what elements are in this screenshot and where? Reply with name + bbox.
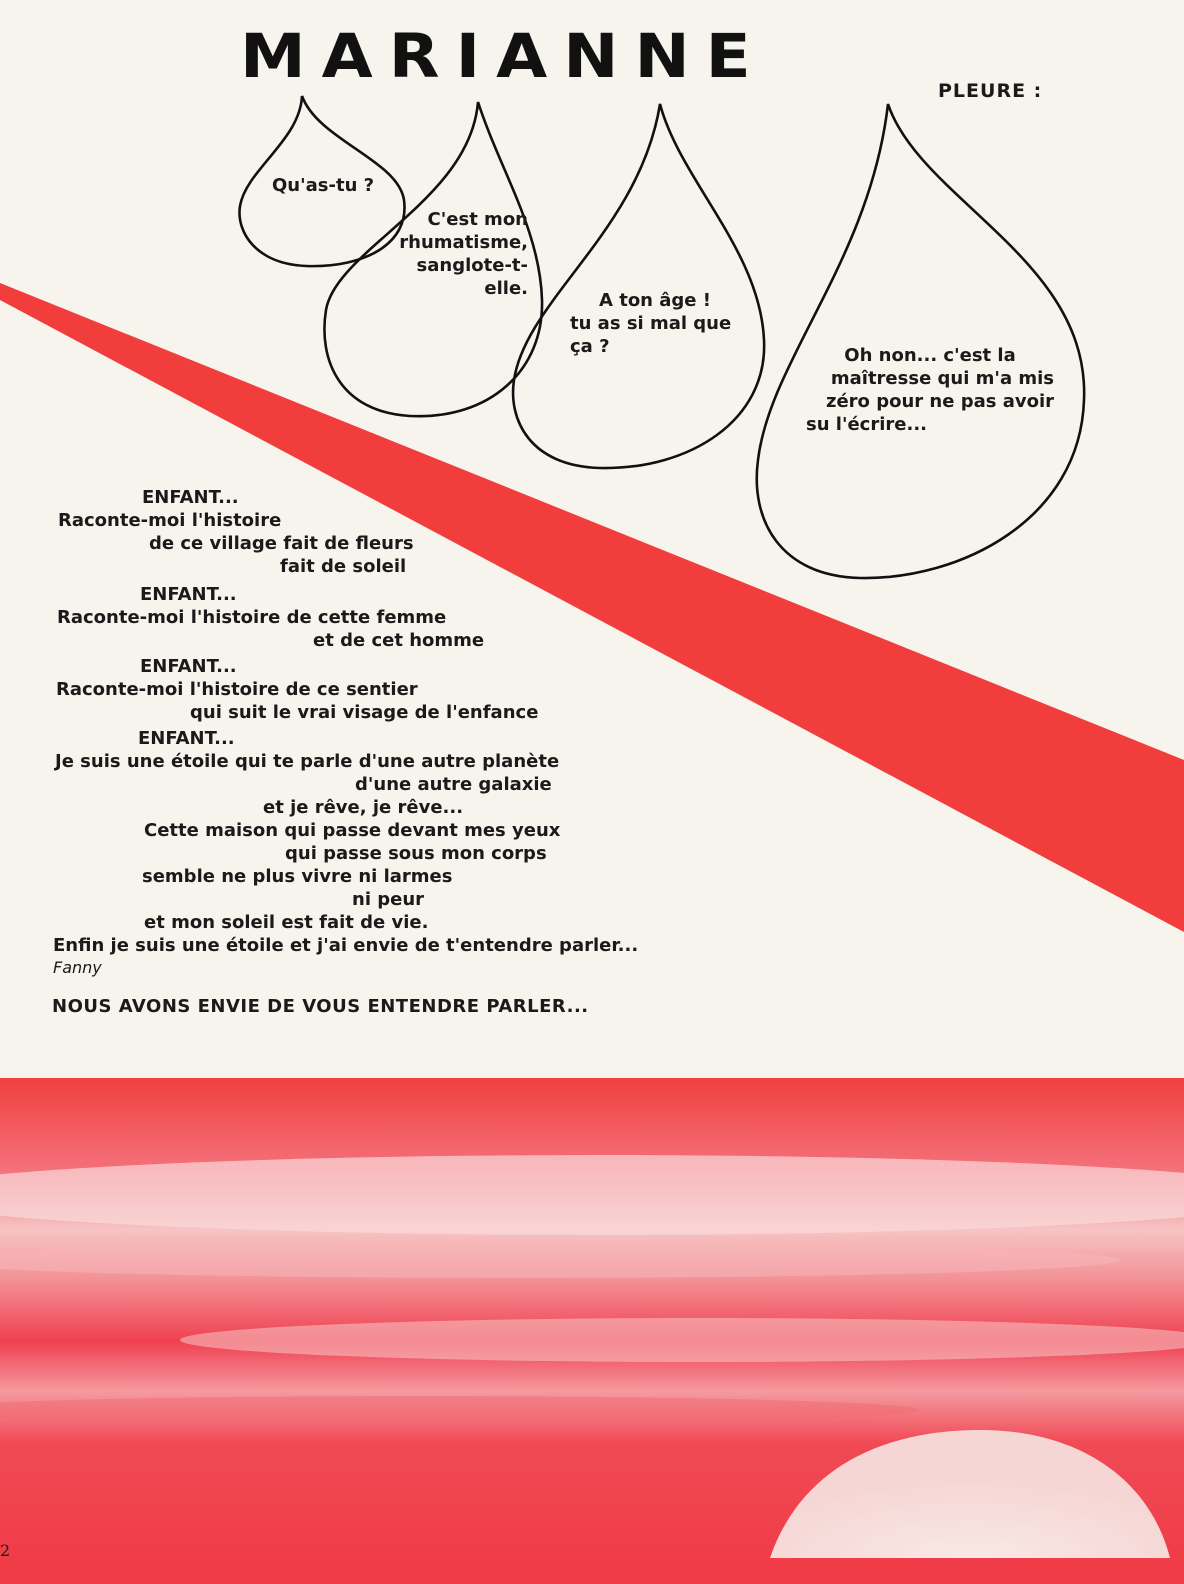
page-title: MARIANNE (240, 21, 767, 92)
poem-line: et de cet homme (313, 630, 485, 651)
poem-line: ENFANT... (140, 656, 237, 677)
bubble-text-1: Qu'as-tu ? (272, 175, 375, 196)
poem-line: semble ne plus vivre ni larmes (142, 866, 453, 887)
poem-line: Raconte-moi l'histoire de ce sentier (56, 679, 418, 700)
poem-line: ni peur (352, 889, 425, 910)
poem-line: et mon soleil est fait de vie. (144, 912, 429, 933)
bubble-text-3: A ton âge ! tu as si mal que ça ? (570, 290, 732, 357)
poem-line: Enfin je suis une étoile et j'ai envie de t'entendre parler... (53, 935, 639, 956)
poem (0, 486, 700, 957)
bubble-text-2: C'est mon rhumatisme, sanglote-t-elle. (399, 209, 528, 299)
teardrop-bubble-3 (513, 104, 764, 468)
title-subtitle: PLEURE : (938, 80, 1043, 102)
poem-line: fait de soleil (280, 556, 407, 577)
poem-line: qui suit le vrai visage de l'enfance (190, 702, 539, 723)
poem-line: Raconte-moi l'histoire (58, 510, 282, 531)
closing-statement: NOUS AVONS ENVIE DE VOUS ENTENDRE PARLER... (52, 996, 589, 1017)
bubble-text-4: Oh non... c'est la maîtresse qui m'a mis zéro pour ne pas avoir su l'écrire... (806, 345, 1054, 435)
poem-line: Raconte-moi l'histoire de cette femme (57, 607, 447, 628)
poem-line: ENFANT... (142, 487, 239, 508)
poem-line: Cette maison qui passe devant mes yeux (144, 820, 561, 841)
poem-line: de ce village fait de fleurs (149, 533, 414, 554)
page-number: 2 (0, 1541, 11, 1560)
poem-line: d'une autre galaxie (355, 774, 552, 795)
poem-signature: Fanny (53, 958, 102, 977)
poem-line: Je suis une étoile qui te parle d'une autre planète (55, 751, 560, 772)
poem-line: ENFANT... (138, 728, 235, 749)
poem-line: qui passe sous mon corps (285, 843, 547, 864)
poem-line: ENFANT... (140, 584, 237, 605)
poem-line: et je rêve, je rêve... (263, 797, 464, 818)
